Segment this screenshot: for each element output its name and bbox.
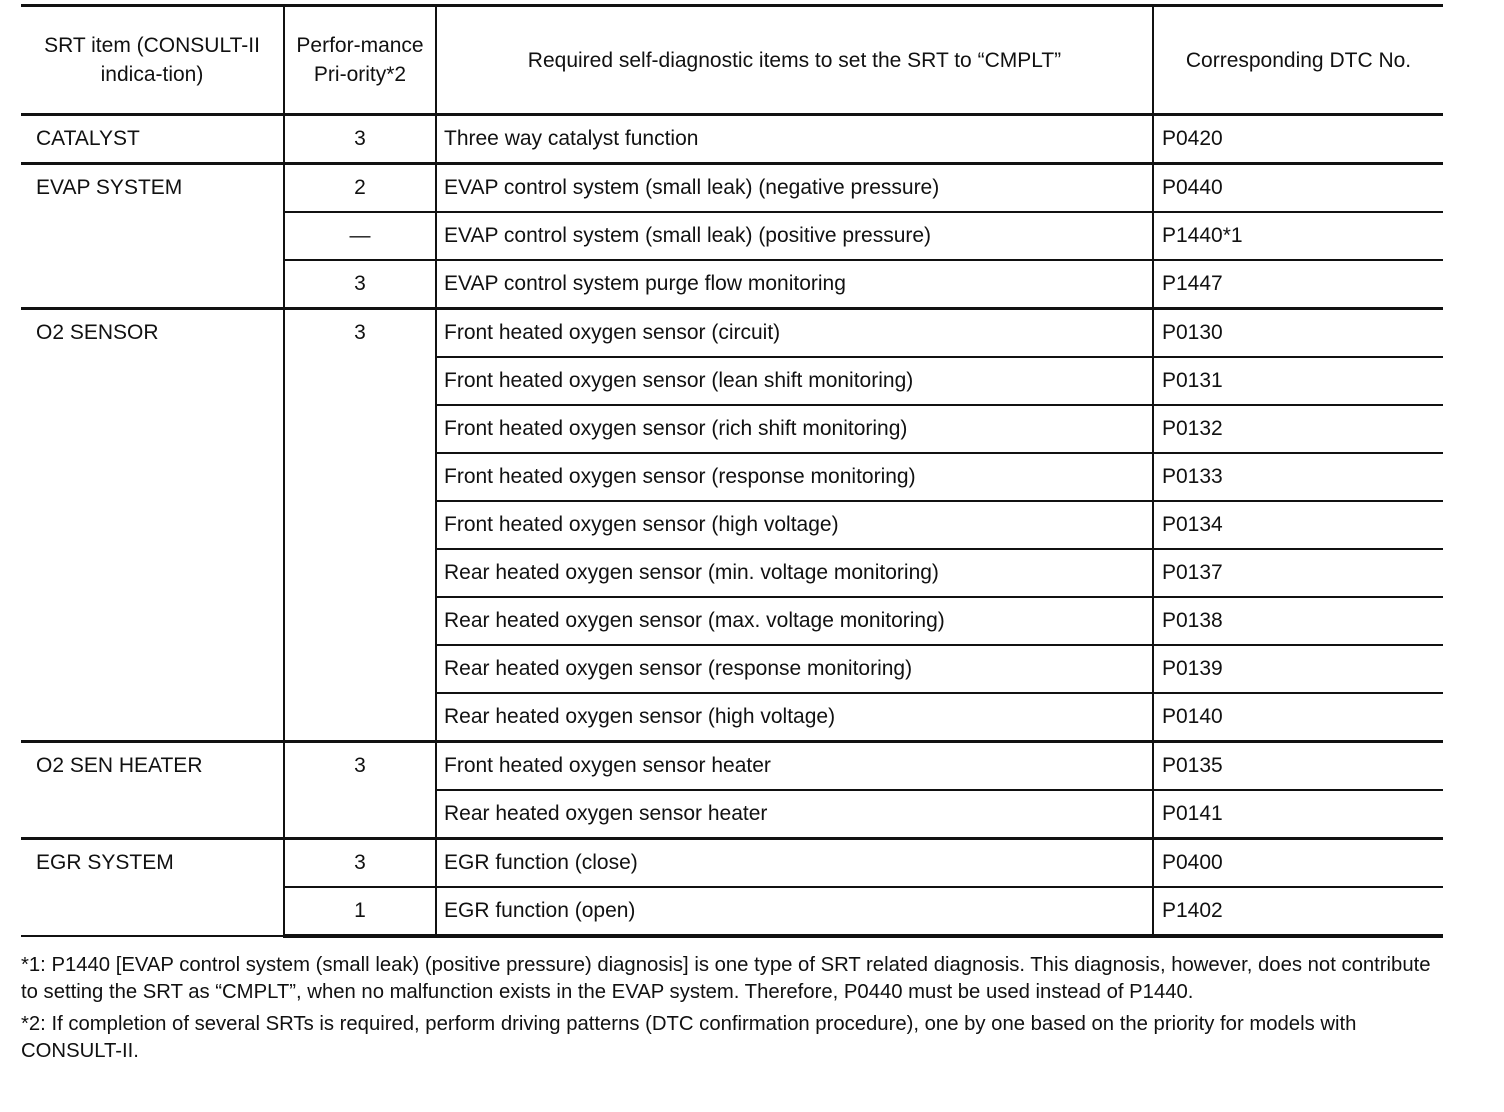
srt-item-cell: O2 SEN HEATER (21, 742, 284, 839)
header-srt-item: SRT item (CONSULT-II indica-tion) (21, 6, 284, 115)
description-cell: Rear heated oxygen sensor heater (436, 790, 1153, 839)
footnote-1: *1: P1440 [EVAP control system (small leak) (positive pressure) diagnosis] is one type of SRT related diagnosis. This diagnosis, however, does not contribute to setting the SRT as “CMPLT”, when no malfunction exists in the EVAP system. Therefore, P0440 must be used instead of P1440. (21, 954, 1431, 1003)
description-cell: EVAP control system (small leak) (negative pressure) (436, 164, 1153, 213)
dtc-cell: P0139 (1153, 645, 1443, 693)
dtc-cell: P1402 (1153, 887, 1443, 936)
table-row (21, 115, 1443, 164)
dtc-cell: P0133 (1153, 453, 1443, 501)
description-cell: Front heated oxygen sensor (lean shift monitoring) (436, 357, 1153, 405)
description-cell: Rear heated oxygen sensor (min. voltage monitoring) (436, 549, 1153, 597)
footnote-2: *2: If completion of several SRTs is required, perform driving patterns (DTC confirmation procedure), one by one based on the priority for models with CONSULT-II. (21, 1013, 1357, 1062)
description-cell: EGR function (open) (436, 887, 1153, 936)
table-row (21, 742, 1443, 791)
priority-cell: 3 (284, 115, 436, 164)
dtc-cell: P0137 (1153, 549, 1443, 597)
priority-cell: 3 (284, 309, 436, 742)
dtc-cell: P0134 (1153, 501, 1443, 549)
description-cell: EVAP control system (small leak) (positive pressure) (436, 212, 1153, 260)
dtc-cell: P0130 (1153, 309, 1443, 358)
dtc-cell: P0135 (1153, 742, 1443, 791)
priority-cell: 3 (284, 839, 436, 888)
header-dtc: Corresponding DTC No. (1153, 6, 1443, 115)
footnotes (21, 952, 1443, 1070)
description-cell: EGR function (close) (436, 839, 1153, 888)
description-cell: Front heated oxygen sensor (circuit) (436, 309, 1153, 358)
description-cell: Rear heated oxygen sensor (response monitoring) (436, 645, 1153, 693)
description-cell: Front heated oxygen sensor (rich shift monitoring) (436, 405, 1153, 453)
dtc-cell: P0138 (1153, 597, 1443, 645)
description-cell: Rear heated oxygen sensor (max. voltage monitoring) (436, 597, 1153, 645)
priority-cell: 3 (284, 742, 436, 839)
table-row (21, 164, 1443, 213)
description-cell: EVAP control system purge flow monitoring (436, 260, 1153, 309)
header-priority: Perfor-mance Pri-ority*2 (284, 6, 436, 115)
dtc-cell: P1440*1 (1153, 212, 1443, 260)
dtc-cell: P1447 (1153, 260, 1443, 309)
priority-cell: 2 (284, 164, 436, 213)
dtc-cell: P0132 (1153, 405, 1443, 453)
header-row (21, 6, 1443, 115)
description-cell: Three way catalyst function (436, 115, 1153, 164)
dtc-cell: P0141 (1153, 790, 1443, 839)
srt-item-cell: CATALYST (21, 115, 284, 164)
srt-table (21, 4, 1443, 938)
srt-item-cell: EGR SYSTEM (21, 839, 284, 937)
dtc-cell: P0400 (1153, 839, 1443, 888)
description-cell: Front heated oxygen sensor (high voltage) (436, 501, 1153, 549)
srt-item-cell: EVAP SYSTEM (21, 164, 284, 309)
description-cell: Front heated oxygen sensor heater (436, 742, 1153, 791)
table-row (21, 309, 1443, 358)
dtc-cell: P0440 (1153, 164, 1443, 213)
dtc-cell: P0131 (1153, 357, 1443, 405)
priority-cell: — (284, 212, 436, 260)
table-row (21, 839, 1443, 888)
dtc-cell: P0140 (1153, 693, 1443, 742)
header-required-items: Required self-diagnostic items to set the SRT to “CMPLT” (436, 6, 1153, 115)
priority-cell: 3 (284, 260, 436, 309)
description-cell: Front heated oxygen sensor (response monitoring) (436, 453, 1153, 501)
dtc-cell: P0420 (1153, 115, 1443, 164)
srt-item-cell: O2 SENSOR (21, 309, 284, 742)
priority-cell: 1 (284, 887, 436, 936)
description-cell: Rear heated oxygen sensor (high voltage) (436, 693, 1153, 742)
